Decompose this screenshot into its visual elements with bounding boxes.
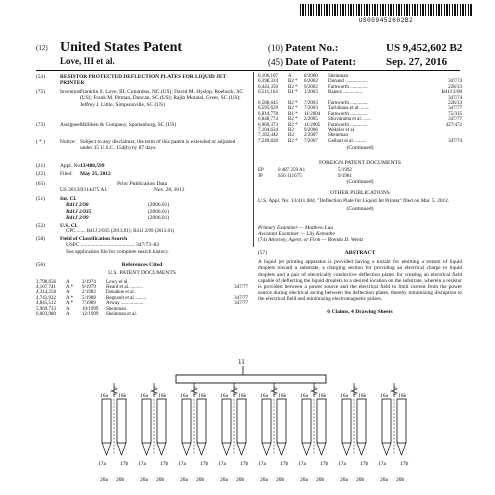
reference-row-kind: B2 xyxy=(288,133,294,139)
label-16b: 16b xyxy=(278,393,287,399)
foreign-heading: FOREIGN PATENT DOCUMENTS xyxy=(318,160,402,166)
label-17a: 17a xyxy=(258,461,266,467)
other-pub-heading: OTHER PUBLICATIONS xyxy=(330,190,390,196)
notice-field xyxy=(36,139,248,152)
reference-row-cl xyxy=(212,312,248,317)
patent-number-label: Patent No.: xyxy=(285,42,339,54)
claims-summary: 6 Claims, 4 Drawing Sheets xyxy=(327,308,393,315)
reference-row-no: 6,003,980 xyxy=(36,312,56,318)
deflection-plate-a xyxy=(182,399,191,443)
label-17b: 17b xyxy=(240,461,249,467)
label-17a: 17a xyxy=(338,461,346,467)
reference-row-name: Farnworth .............. xyxy=(328,101,368,107)
inventors-text: Franklin S. Love, III, Columbus, NC (US); David M. Hyslop, Roebuck, SC (US); Frank M. Pitman, Duncan, SC (US); Rajib Mondal, Greer, SC (US); Jeffrey J. Little, Simpsonville, SC (US) xyxy=(80,89,243,108)
foreign-row-no: 0 487 259 A1 xyxy=(278,168,306,174)
plate-tip-b xyxy=(397,443,406,455)
patent-number: US 9,452,602 B2 xyxy=(386,42,463,54)
reference-row-cl: 427/472 xyxy=(445,122,462,128)
reference-row-name: Arway .................. xyxy=(106,301,144,307)
deflection-plate-b xyxy=(397,399,406,443)
deflection-plate-a xyxy=(222,399,231,443)
reference-row-no: 4,167,741 xyxy=(36,285,56,290)
label-17b: 17b xyxy=(160,461,169,467)
plate-tip-a xyxy=(342,443,351,455)
reference-row-kind: B2 * xyxy=(288,138,298,144)
reference-row-name: Shirvarama et al. ...... xyxy=(328,117,371,123)
plate-tip-b xyxy=(317,443,326,455)
reference-row-no: 4,845,512 xyxy=(36,301,56,307)
title-field xyxy=(36,74,248,87)
us-cl-code: (52) xyxy=(36,223,45,229)
plate-tip-a xyxy=(382,443,391,455)
deflection-plate-b xyxy=(277,399,286,443)
assistant-examiner: Assistant Examiner — Lily Kemathe xyxy=(258,231,335,238)
reference-row-no: 3,798,656 xyxy=(36,279,56,285)
appl-field xyxy=(36,163,248,169)
reference-row-name: Sheinman xyxy=(106,306,126,312)
reference-row-cl: 347/74 xyxy=(448,138,462,144)
field-note: See application file for complete search history. xyxy=(66,248,169,255)
label-16a: 16a xyxy=(100,393,108,399)
patent-date-label: Date of Patent: xyxy=(285,56,357,68)
us-references-table-right xyxy=(258,74,462,144)
deflection-plate-b xyxy=(117,399,126,443)
us-cl-text: CPC ....... B41J 2/035 (2013.01); B41J 2/09 (2013.01) xyxy=(66,229,175,235)
label-16a: 16a xyxy=(300,393,308,399)
figure-label-top: 11 xyxy=(238,358,245,366)
plate-tip-b xyxy=(197,443,206,455)
code-10: (10) xyxy=(268,43,283,53)
int-cl-field xyxy=(36,196,248,221)
label-17a: 17a xyxy=(298,461,306,467)
code-12: (12) xyxy=(36,44,48,52)
reference-row-no: 4,314,258 xyxy=(36,290,56,296)
label-17a: 17a xyxy=(178,461,186,467)
label-17b: 17b xyxy=(120,461,129,467)
label-16a: 16a xyxy=(220,393,228,399)
label-17b: 17b xyxy=(200,461,209,467)
label-16a: 16a xyxy=(260,393,268,399)
field-code: (58) xyxy=(36,236,45,242)
prior-publication xyxy=(36,181,248,194)
int-cl-code: (51) xyxy=(36,196,45,202)
label-17a: 17a xyxy=(138,461,146,467)
plate-units xyxy=(98,383,409,483)
label-20a: 20a xyxy=(300,477,308,483)
reference-row-name: Donahue et al. xyxy=(106,290,136,296)
examiners-block xyxy=(258,225,462,244)
reference-row-name: Gelbart et al. ......... xyxy=(328,138,367,144)
label-17b: 17b xyxy=(280,461,289,467)
label-20b: 20b xyxy=(236,477,245,483)
label-20b: 20b xyxy=(116,477,125,483)
plate-tip-a xyxy=(302,443,311,455)
reference-row-date: 9/2006 xyxy=(304,128,318,134)
bus-bar xyxy=(176,375,326,383)
notice-text: Subject to any disclaimer, the term of this patent is extended or adjusted under 35 U.S.C. 154(b) by 87 days. xyxy=(80,139,236,152)
label-16b: 16b xyxy=(118,393,127,399)
column-divider xyxy=(253,72,254,247)
filed-date: May 25, 2012 xyxy=(80,171,111,177)
reference-row-no: 7,104,634 xyxy=(258,128,278,134)
reference-row-cl: 347/74 xyxy=(448,95,462,101)
reference-row-name: Sheinman xyxy=(328,133,348,139)
notice-code: ( * ) xyxy=(36,139,45,145)
header-rule xyxy=(36,70,460,71)
reference-row-name: Farnworth .............. xyxy=(328,111,368,117)
reference-row-date: 7/1989 xyxy=(82,301,96,307)
reference-row xyxy=(258,139,462,144)
plate-tip-a xyxy=(222,443,231,455)
int-cl-row: B41J 2/08 (2006.01) xyxy=(66,202,170,209)
label-17b: 17b xyxy=(400,461,409,467)
reference-row-name: Tachibana et al. ....... xyxy=(328,106,370,112)
prior-pub-heading: Prior Publication Data xyxy=(116,181,168,187)
label-20a: 20a xyxy=(180,477,188,483)
filed-code: (22) xyxy=(36,171,45,177)
label-20a: 20a xyxy=(260,477,268,483)
barcode-image xyxy=(300,4,472,16)
label-20a: 20a xyxy=(220,477,228,483)
reference-row-cl: 347/77 xyxy=(234,285,248,290)
reference-row-kind: B2 * xyxy=(288,84,298,90)
field-label: Field of Classification Search xyxy=(60,236,128,242)
reference-row-no: 6,106,107 xyxy=(258,74,278,79)
label-20b: 20b xyxy=(356,477,365,483)
deflection-plate-a xyxy=(262,399,271,443)
reference-row-cl: 347/77 xyxy=(448,117,462,123)
reference-row-name: Farnworth .............. xyxy=(328,122,368,128)
reference-row-cl: 347/74 xyxy=(448,79,462,85)
reference-row-no: 6,814,778 xyxy=(258,111,278,117)
reference-row-kind: B2 * xyxy=(288,117,298,123)
filed-field xyxy=(36,171,248,177)
reference-row-kind: B2 xyxy=(288,128,294,134)
reference-row-no: 6,588,645 xyxy=(258,101,278,107)
barcode-number: US009452602B2 xyxy=(358,17,414,24)
field-uspc: USPC ........................................ 347/73–82 xyxy=(66,242,160,249)
deflection-plate-b xyxy=(357,399,366,443)
foreign-row-cc: EP xyxy=(258,168,264,174)
label-16a: 16a xyxy=(380,393,388,399)
inventors-code: (75) xyxy=(36,89,45,95)
patent-date-row xyxy=(268,56,448,68)
reference-row-date: 1/2003 xyxy=(304,90,318,96)
deflection-plate-b xyxy=(317,399,326,443)
other-publications xyxy=(258,190,462,213)
reference-row-kind: A xyxy=(66,290,70,296)
document-type-title: United States Patent xyxy=(60,40,183,55)
int-cl-row: B41J 2/035 (2006.01) xyxy=(66,208,170,215)
references-cited xyxy=(36,262,248,317)
filed-label: Filed: xyxy=(60,171,73,177)
attorney-text: Attorney, Agent, or Firm — Brenda D. Wentz xyxy=(268,237,364,244)
assignee-code: (73) xyxy=(36,122,45,128)
us-cl-field xyxy=(36,223,248,236)
reference-row-date: 7/2003 xyxy=(304,101,318,107)
plate-tip-b xyxy=(277,443,286,455)
other-pub-text: U.S. Appl. No. 13/411,684, "Deflection Plate for Liquid Jet Printer" filed on Mar. 5, 2012. xyxy=(258,198,450,205)
deflection-plate-a xyxy=(102,399,111,443)
label-16a: 16a xyxy=(180,393,188,399)
reference-row-kind: B2 * xyxy=(288,79,298,85)
patent-number-row xyxy=(268,42,463,54)
reference-row-name: Farnworth .............. xyxy=(328,84,368,90)
label-20a: 20a xyxy=(100,477,108,483)
abstract-heading-row xyxy=(258,250,462,256)
appl-code: (21) xyxy=(36,163,45,169)
notice-label: Notice: xyxy=(60,139,76,145)
label-17a: 17a xyxy=(378,461,386,467)
reference-row-kind: B1 * xyxy=(288,111,298,117)
authors-line: Love, III et al. xyxy=(60,56,115,66)
reference-row-kind: A * xyxy=(66,285,74,290)
reference-row-name: Sheinman et al. xyxy=(106,312,137,318)
foreign-continued: (Continued) xyxy=(346,179,374,186)
reference-row xyxy=(36,312,248,317)
reference-row-name: Weksler et al. xyxy=(328,128,356,134)
reference-row-cl: 228/33 xyxy=(448,84,462,90)
plate-tip-b xyxy=(357,443,366,455)
references-continued xyxy=(258,74,462,151)
foreign-row-cc: JP xyxy=(258,173,263,179)
label-20b: 20b xyxy=(316,477,325,483)
reference-row-no: 5,969,733 xyxy=(36,306,56,312)
reference-row-kind: B1 * xyxy=(288,90,298,96)
label-16b: 16b xyxy=(158,393,167,399)
label-16b: 16b xyxy=(198,393,207,399)
label-16b: 16b xyxy=(358,393,367,399)
int-cl-row: B41J 2/09 (2006.01) xyxy=(66,214,170,221)
label-16a: 16a xyxy=(340,393,348,399)
deflection-plate-a xyxy=(142,399,151,443)
reference-row-date: 2/2005 xyxy=(304,117,318,123)
label-17a: 17a xyxy=(218,461,226,467)
refs-code: (56) xyxy=(36,262,45,268)
attorney-row xyxy=(258,237,462,243)
inventors-field xyxy=(36,89,248,108)
reference-row-no: 7,249,828 xyxy=(258,138,278,144)
deflection-plate-b xyxy=(197,399,206,443)
reference-row-date: 3/1974 xyxy=(82,279,96,285)
foreign-row-date: 9/1981 xyxy=(338,173,352,179)
code-45: (45) xyxy=(268,57,283,67)
reference-row-cl: 347/77 xyxy=(234,295,248,301)
plate-tip-b xyxy=(237,443,246,455)
label-17a: 17a xyxy=(98,461,106,467)
reference-row-no: 6,443,350 xyxy=(258,84,278,90)
us-cl-label: U.S. Cl. xyxy=(60,223,78,229)
reference-row-date: 7/2007 xyxy=(304,138,318,144)
assignee-field xyxy=(36,122,248,128)
label-20a: 20a xyxy=(140,477,148,483)
reference-row-no: 7,182,442 xyxy=(258,133,278,139)
int-cl-label: Int. Cl. xyxy=(60,196,77,202)
reference-row-no: 6,398,334 xyxy=(258,79,278,85)
label-20a: 20a xyxy=(380,477,388,483)
patent-date: Sep. 27, 2016 xyxy=(386,56,448,68)
reference-row-date: 10/1999 xyxy=(82,306,99,312)
plate-tip-b xyxy=(117,443,126,455)
reference-row-kind: B2 * xyxy=(288,122,298,128)
appl-label: Appl. No.: xyxy=(60,163,83,169)
plate-tip-a xyxy=(102,443,111,455)
other-pub-continued: (Continued) xyxy=(346,206,374,213)
foreign-row-no: S56 111675 xyxy=(278,173,302,179)
reference-row-cl: 228/33 xyxy=(448,101,462,107)
field-of-search xyxy=(36,236,248,255)
prior-pub-code: (65) xyxy=(36,181,45,187)
reference-row-name: Bajeux ............... xyxy=(328,90,363,96)
reference-row-name: Heard et al. .......... xyxy=(106,285,143,290)
reference-row-name: Dunand .................. xyxy=(328,79,368,85)
label-17b: 17b xyxy=(360,461,369,467)
reference-row-no: 6,511,164 xyxy=(258,90,278,96)
reference-row-date: 7/2003 xyxy=(304,106,318,112)
reference-row-date: 8/2000 xyxy=(304,74,318,79)
label-20a: 20a xyxy=(340,477,348,483)
label-16a: 16a xyxy=(140,393,148,399)
reference-row-date: 5/1988 xyxy=(82,295,96,301)
reference-row-kind: A xyxy=(66,279,70,285)
refs-continued: (Continued) xyxy=(346,145,374,152)
reference-row-no: 4,743,922 xyxy=(36,295,56,301)
us-references-table xyxy=(36,280,248,318)
label-20b: 20b xyxy=(196,477,205,483)
reference-row-date: 12/1999 xyxy=(82,312,99,318)
inventors-label: Inventors: xyxy=(60,89,82,95)
label-17b: 17b xyxy=(320,461,329,467)
reference-row-name: Regnault et al. ........ xyxy=(106,295,147,301)
attorney-code: (74) xyxy=(258,237,267,244)
label-20b: 20b xyxy=(156,477,165,483)
assignee-text: Milliken & Company, Spartanburg, SC (US) xyxy=(80,122,177,128)
int-cl-list xyxy=(66,202,248,221)
refs-subheading: U.S. PATENT DOCUMENTS xyxy=(108,270,176,277)
reference-row-date: 9/2002 xyxy=(304,84,318,90)
refs-heading: References Cited xyxy=(121,262,163,268)
label-20b: 20b xyxy=(276,477,285,483)
reference-row-kind: A xyxy=(288,74,292,79)
reference-row-date: 11/2004 xyxy=(304,111,321,117)
reference-row-date: 6/2002 xyxy=(304,79,318,85)
deflection-plate-a xyxy=(342,399,351,443)
reference-row-cl: 347/77 xyxy=(234,301,248,307)
appl-number: 13/480,599 xyxy=(80,163,105,169)
plate-tip-b xyxy=(157,443,166,455)
assignee-label: Assignee: xyxy=(60,122,82,128)
deflection-plate-b xyxy=(237,399,246,443)
foreign-table xyxy=(258,168,462,179)
reference-row-kind: A xyxy=(66,312,70,318)
deflection-plate-a xyxy=(382,399,391,443)
reference-row-cl: 347/77 xyxy=(448,106,462,112)
abstract-heading: ABSTRACT xyxy=(344,250,376,256)
prior-pub-row xyxy=(60,187,248,193)
plate-tip-a xyxy=(142,443,151,455)
abstract-text: A liquid jet printing apparatus is provided having a nozzle for emitting a stream of liquid droplets toward a substrate, a charging section for providing an electrical charge to liquid droplets and a pair of electrically conductive deflection plates for creating an electrical field capable of deflecting the liquid droplets to a desired location on the substrate, wherein a resistor is provided between a power source and the electrical field to limit current from the power source during electrical arcing between the deflection plates, thereby minimizing disruption to the electrical field and minimizing electromagnetic pulses. xyxy=(258,259,462,303)
reference-row-kind: B2 * xyxy=(288,106,298,112)
abstract-block xyxy=(258,250,462,315)
reference-row-cl: 75/335 xyxy=(448,111,462,117)
reference-row-no: 6,595,629 xyxy=(258,106,278,112)
reference-row-kind: A xyxy=(66,306,70,312)
reference-row-kind: B2 * xyxy=(288,101,298,107)
reference-row-date: 2/1982 xyxy=(82,290,96,296)
reference-row-name: Lowy et al. xyxy=(106,279,129,285)
prior-pub-doc: US 2013/0314475 A1 xyxy=(60,187,108,194)
plate-tip-a xyxy=(182,443,191,455)
reference-row-date: 2/2007 xyxy=(304,133,318,139)
reference-row-cl: B41J 2/08 xyxy=(441,90,462,96)
deflection-plate-b xyxy=(157,399,166,443)
label-20b: 20b xyxy=(396,477,405,483)
reference-row-kind: A * xyxy=(66,295,74,301)
foreign-documents xyxy=(258,160,462,185)
reference-row-date: 11/2005 xyxy=(304,122,321,128)
reference-row-no: 6,848,774 xyxy=(258,117,278,123)
representative-drawing xyxy=(88,355,418,490)
reference-row-kind: A * xyxy=(66,301,74,307)
abstract-code: (57) xyxy=(258,250,267,256)
title-code: (54) xyxy=(36,74,45,80)
label-16b: 16b xyxy=(318,393,327,399)
prior-pub-date: Nov. 28, 2013 xyxy=(154,187,185,194)
label-16b: 16b xyxy=(398,393,407,399)
invention-title: RESISTOR PROTECTED DEFLECTION PLATES FOR LIQUID JET PRINTER xyxy=(60,74,226,87)
reference-row-date: 9/1979 xyxy=(82,285,96,290)
primary-examiner: Primary Examiner — Matthew Luu xyxy=(258,225,334,231)
plate-tip-a xyxy=(262,443,271,455)
foreign-row-date: 5/1992 xyxy=(338,168,352,174)
reference-row-name: Sheinman xyxy=(328,74,348,79)
reference-row-no: 6,960,373 xyxy=(258,122,278,128)
deflection-plate-a xyxy=(302,399,311,443)
label-16b: 16b xyxy=(238,393,247,399)
